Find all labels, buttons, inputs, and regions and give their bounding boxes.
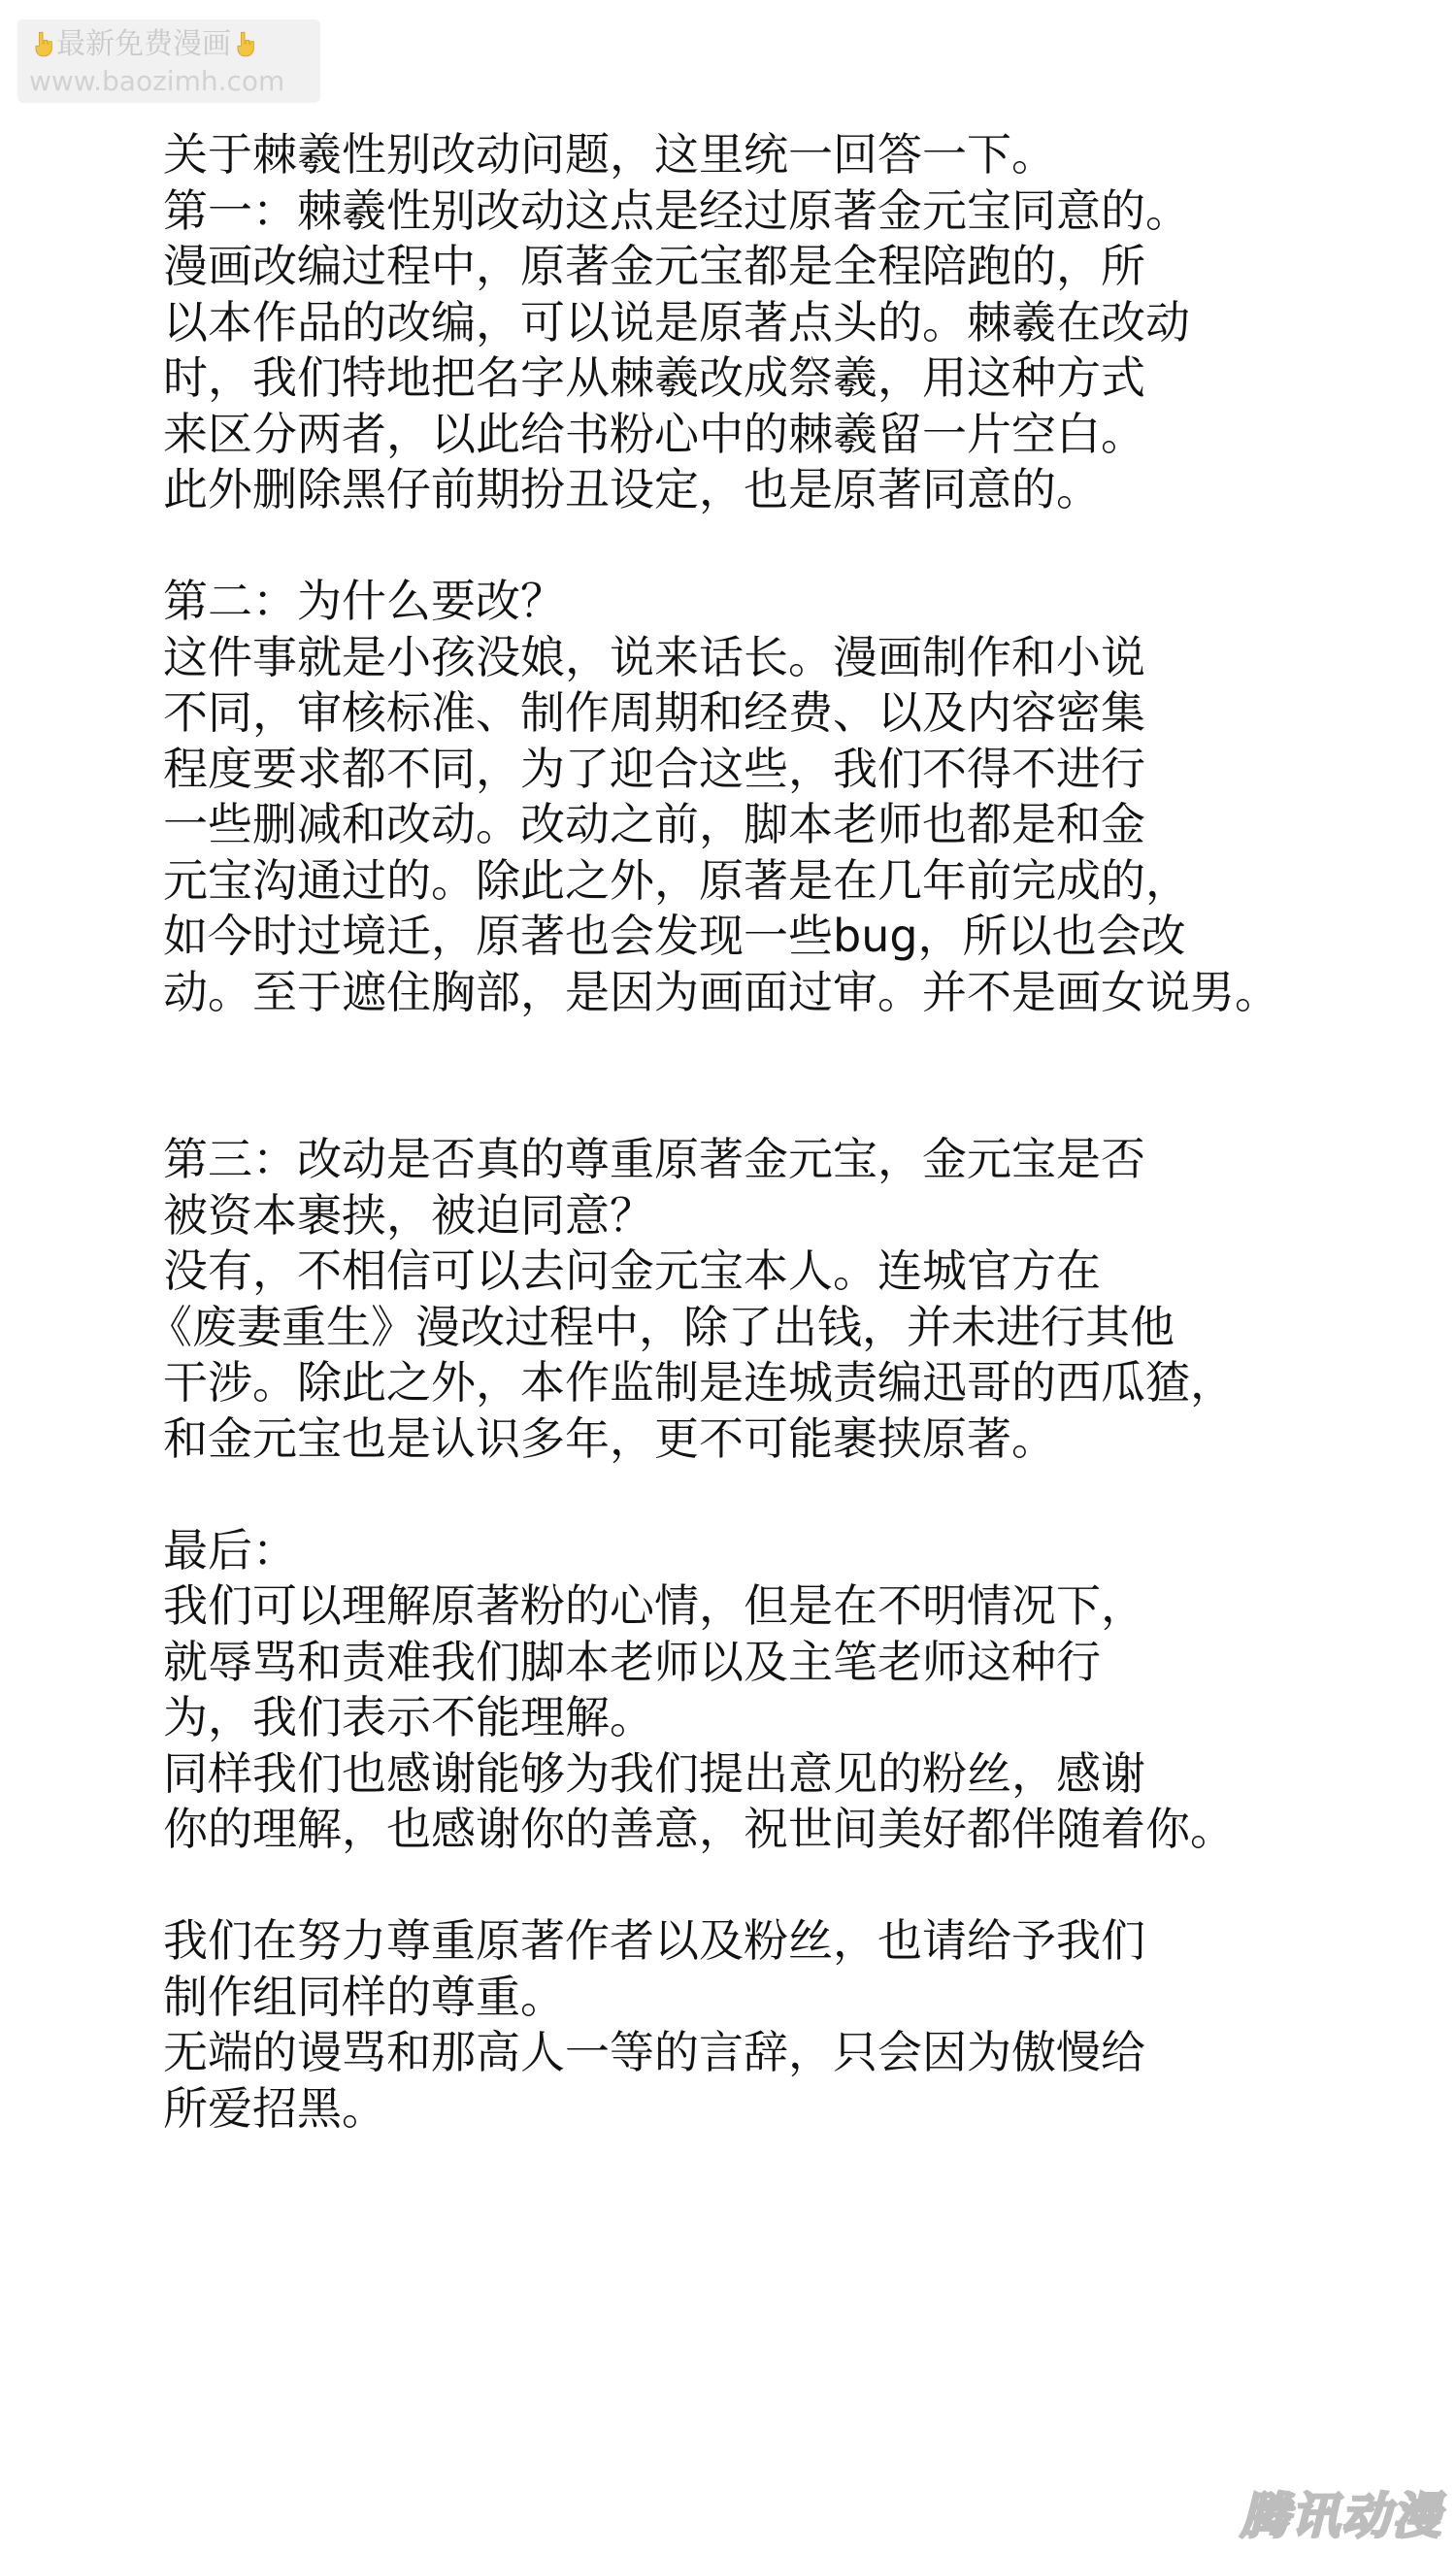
text-line: 同样我们也感谢能够为我们提出意见的粉丝，感谢 bbox=[163, 1746, 1145, 1800]
paragraph-4 bbox=[163, 1523, 1444, 1858]
text-line: 时，我们特地把名字从棘羲改成祭羲，用这种方式 bbox=[163, 351, 1145, 404]
pointing-hand-icon bbox=[29, 30, 56, 57]
text-line: 动。至于遮住胸部，是因为画面过审。并不是画女说男。 bbox=[163, 965, 1279, 1018]
text-line: 干涉。除此之外，本作监制是连城责编迅哥的西瓜猹， bbox=[163, 1356, 1235, 1409]
paragraph-spacer bbox=[163, 1467, 1444, 1523]
text-line: 和金元宝也是认识多年，更不可能裹挟原著。 bbox=[163, 1411, 1056, 1465]
text-line: 为，我们表示不能理解。 bbox=[163, 1691, 654, 1743]
paragraph-2 bbox=[163, 574, 1444, 1020]
text-line: 最后： bbox=[163, 1523, 297, 1576]
text-line: 《废妻重生》漫改过程中，除了出钱，并未进行其他 bbox=[148, 1300, 1175, 1353]
paragraph-1 bbox=[163, 127, 1444, 518]
text-line: 所爱招黑。 bbox=[163, 2081, 386, 2135]
text-line: 被资本裹挟，被迫同意？ bbox=[163, 1188, 654, 1242]
text-line: 一些删减和改动。改动之前，脚本老师也都是和金 bbox=[163, 798, 1145, 850]
text-line: 此外删除黑仔前期扮丑设定，也是原著同意的。 bbox=[163, 463, 1101, 515]
brand-logo: 腾讯动漫 bbox=[1241, 2488, 1442, 2544]
text-line: 制作组同样的尊重。 bbox=[163, 1970, 565, 2023]
text-line: 没有，不相信可以去问金元宝本人。连城官方在 bbox=[163, 1244, 1101, 1297]
text-line: 不同，审核标准、制作周期和经费、以及内容密集 bbox=[163, 686, 1145, 739]
text-line: 如今时过境迁，原著也会发现一些bug，所以也会改 bbox=[163, 910, 1186, 962]
paragraph-5 bbox=[163, 1913, 1444, 2137]
text-line: 漫画改编过程中，原著金元宝都是全程陪跑的，所 bbox=[163, 240, 1145, 292]
text-line: 就辱骂和责难我们脚本老师以及主笔老师这种行 bbox=[163, 1635, 1101, 1688]
text-line: 第一：棘羲性别改动这点是经过原著金元宝同意的。 bbox=[163, 183, 1190, 237]
watermark-tagline: 最新免费漫画 bbox=[56, 27, 231, 61]
text-line: 关于棘羲性别改动问题，这里统一回答一下。 bbox=[163, 128, 1056, 181]
text-line: 我们在努力尊重原著作者以及粉丝，也请给予我们 bbox=[163, 1914, 1145, 1967]
text-line: 这件事就是小孩没娘，说来话长。漫画制作和小说 bbox=[163, 630, 1145, 683]
text-line: 来区分两者，以此给书粉心中的棘羲留一片空白。 bbox=[163, 407, 1145, 460]
announcement-text bbox=[148, 127, 1444, 2137]
paragraph-3 bbox=[148, 1132, 1444, 1467]
text-line: 我们可以理解原著粉的心情，但是在不明情况下， bbox=[163, 1579, 1145, 1632]
text-line: 元宝沟通过的。除此之外，原著是在几年前完成的， bbox=[163, 853, 1190, 907]
text-line: 第三：改动是否真的尊重原著金元宝，金元宝是否 bbox=[163, 1133, 1145, 1185]
watermark-top bbox=[17, 19, 320, 103]
text-line: 以本作品的改编，可以说是原著点头的。棘羲在改动 bbox=[163, 295, 1190, 348]
watermark-bottom bbox=[1200, 2486, 1442, 2546]
paragraph-spacer bbox=[163, 1020, 1444, 1132]
text-line: 程度要求都不同，为了迎合这些，我们不得不进行 bbox=[163, 742, 1145, 795]
text-line: 第二：为什么要改？ bbox=[163, 575, 565, 627]
text-line: 无端的谩骂和那高人一等的言辞，只会因为傲慢给 bbox=[163, 2026, 1145, 2078]
text-line: 你的理解，也感谢你的善意，祝世间美好都伴随着你。 bbox=[163, 1803, 1235, 1855]
watermark-url: www.baozimh.com bbox=[29, 65, 285, 97]
paragraph-spacer bbox=[163, 1858, 1444, 1914]
pointing-hand-icon bbox=[231, 30, 258, 57]
paragraph-spacer bbox=[163, 518, 1444, 575]
